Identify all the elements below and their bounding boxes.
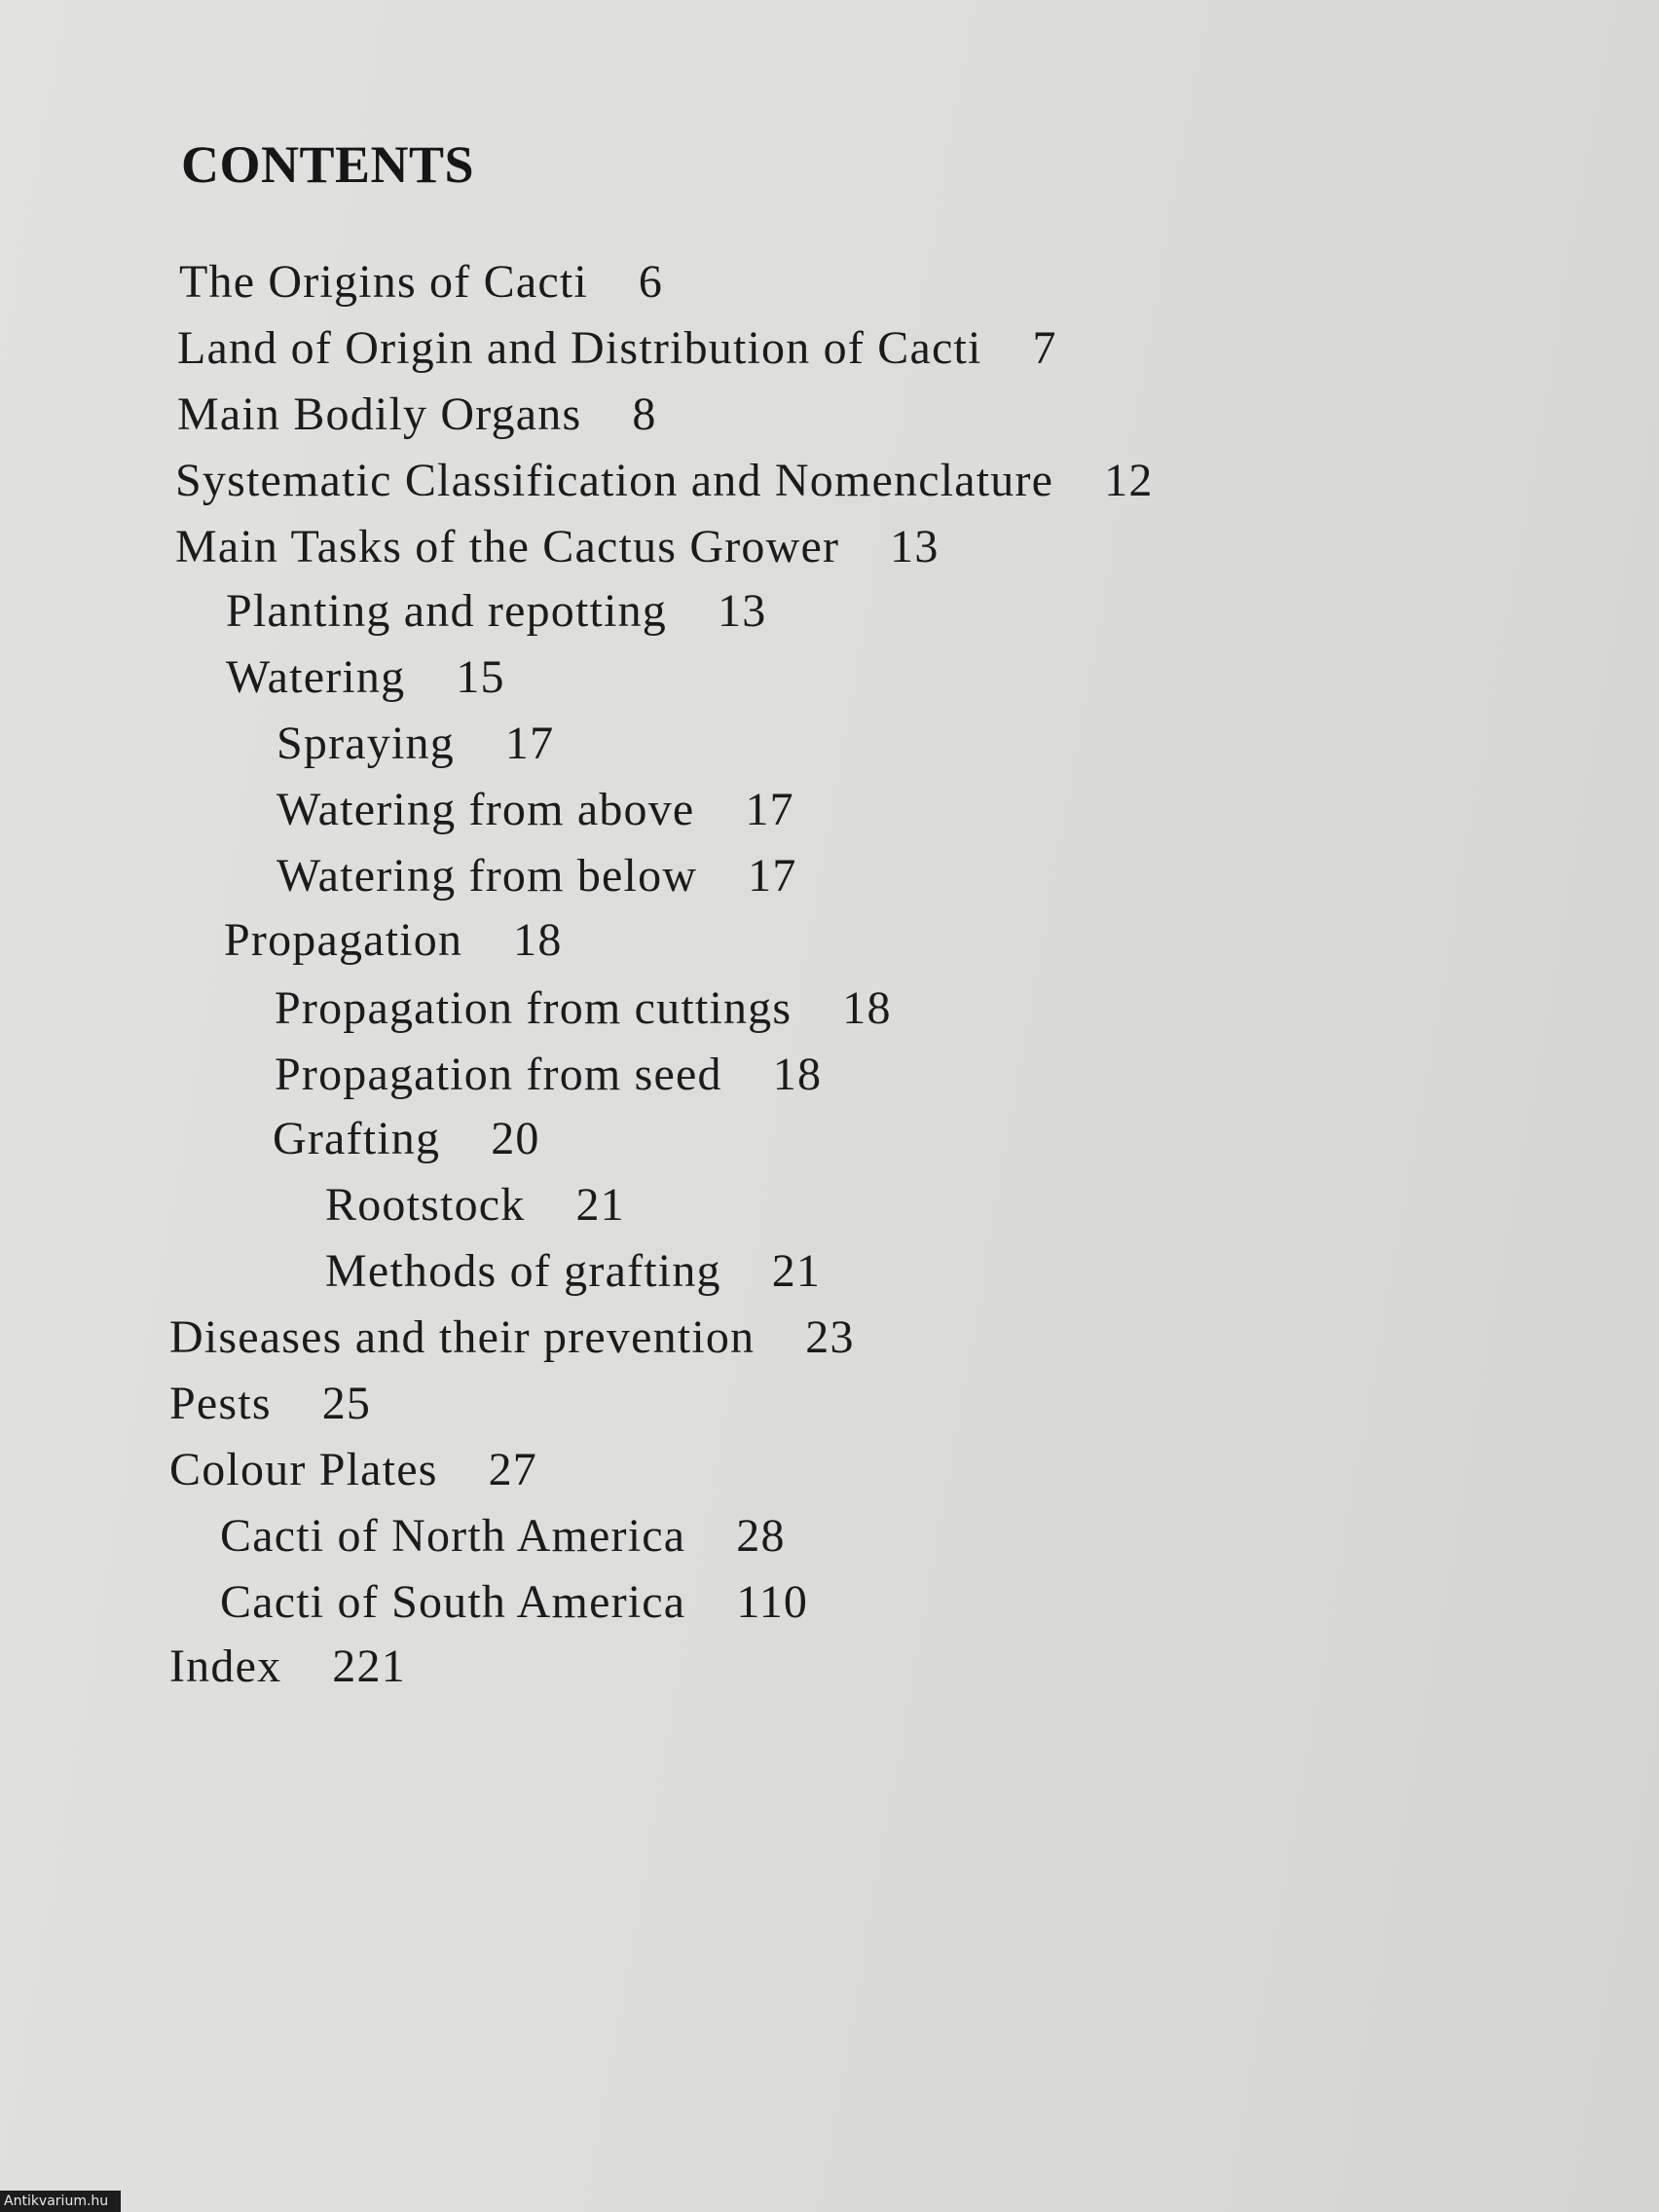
toc-entry [220, 1576, 809, 1628]
toc-entry-title: Main Tasks of the Cactus Grower [175, 521, 840, 572]
toc-entry-page: 8 [632, 388, 657, 440]
toc-entry-title: Planting and repotting [226, 585, 668, 637]
toc-entry [175, 455, 1154, 506]
toc-entry [276, 784, 794, 835]
toc-entry-page: 25 [321, 1378, 372, 1429]
toc-entry-title: Colour Plates [169, 1444, 438, 1495]
toc-entry-page: 17 [748, 850, 797, 902]
toc-entry-page: 17 [504, 718, 555, 769]
toc-entry [273, 1113, 540, 1164]
toc-entry-page: 21 [575, 1179, 625, 1231]
toc-entry-title: Propagation from seed [275, 1049, 722, 1100]
toc-entry [325, 1245, 822, 1297]
toc-entry-title: Propagation [224, 914, 463, 966]
toc-entry-page: 21 [771, 1245, 822, 1297]
toc-entry-title: Diseases and their prevention [169, 1311, 756, 1363]
watermark-label: Antikvarium.hu [0, 2191, 121, 2212]
toc-entry [226, 585, 767, 637]
toc-entry [177, 322, 1057, 374]
toc-entry-title: Land of Origin and Distribution of Cacti [177, 322, 982, 374]
toc-entry-title: Watering from below [276, 850, 698, 902]
toc-entry-page: 28 [736, 1510, 786, 1562]
toc-entry-title: Grafting [273, 1113, 441, 1164]
toc-entry-page: 18 [772, 1049, 823, 1100]
toc-entry-page: 15 [456, 651, 505, 703]
toc-entry [276, 720, 554, 767]
toc-entry [169, 1444, 537, 1495]
toc-entry-page: 110 [736, 1576, 809, 1628]
toc-entry [169, 1311, 855, 1363]
toc-entry [275, 1051, 822, 1098]
toc-entry-page: 6 [638, 256, 664, 308]
toc-entry-page: 23 [805, 1311, 855, 1363]
toc-entry [179, 256, 664, 308]
toc-entry [226, 651, 505, 703]
toc-entry-page: 18 [513, 914, 563, 966]
toc-entry-page: 18 [842, 982, 892, 1034]
toc-entry-title: Cacti of South America [220, 1576, 686, 1628]
toc-entry-title: Main Bodily Organs [177, 388, 582, 440]
contents-heading: CONTENTS [181, 135, 475, 194]
toc-entry [276, 850, 797, 902]
toc-entry-title: Pests [169, 1378, 272, 1429]
toc-entry [275, 982, 892, 1034]
toc-entry-page: 13 [890, 521, 940, 572]
toc-entry-title: Propagation from cuttings [275, 982, 793, 1034]
toc-entry [169, 1643, 406, 1690]
toc-entry [169, 1378, 372, 1429]
toc-entry-page: 27 [488, 1444, 537, 1495]
toc-entry-title: Methods of grafting [325, 1245, 721, 1297]
toc-entry-title: Index [169, 1641, 282, 1692]
toc-entry-title: Watering from above [276, 784, 695, 835]
toc-entry-title: Rootstock [325, 1179, 526, 1231]
toc-entry [220, 1510, 786, 1562]
toc-entry-page: 17 [745, 784, 794, 835]
toc-entry [224, 914, 563, 966]
toc-entry [325, 1179, 625, 1231]
toc-entry-title: Spraying [276, 718, 455, 769]
toc-entry-page: 7 [1032, 322, 1057, 374]
toc-entry-page: 221 [332, 1641, 406, 1692]
toc-entry-title: The Origins of Cacti [179, 256, 588, 308]
toc-entry [175, 521, 940, 572]
toc-entry-title: Watering [226, 651, 406, 703]
toc-entry-title: Cacti of North America [220, 1510, 686, 1562]
toc-entry [177, 388, 657, 440]
toc-entry-page: 13 [718, 585, 767, 637]
toc-entry-page: 12 [1104, 455, 1154, 506]
toc-entry-page: 20 [491, 1113, 540, 1164]
toc-entry-title: Systematic Classification and Nomenclature [175, 455, 1054, 506]
